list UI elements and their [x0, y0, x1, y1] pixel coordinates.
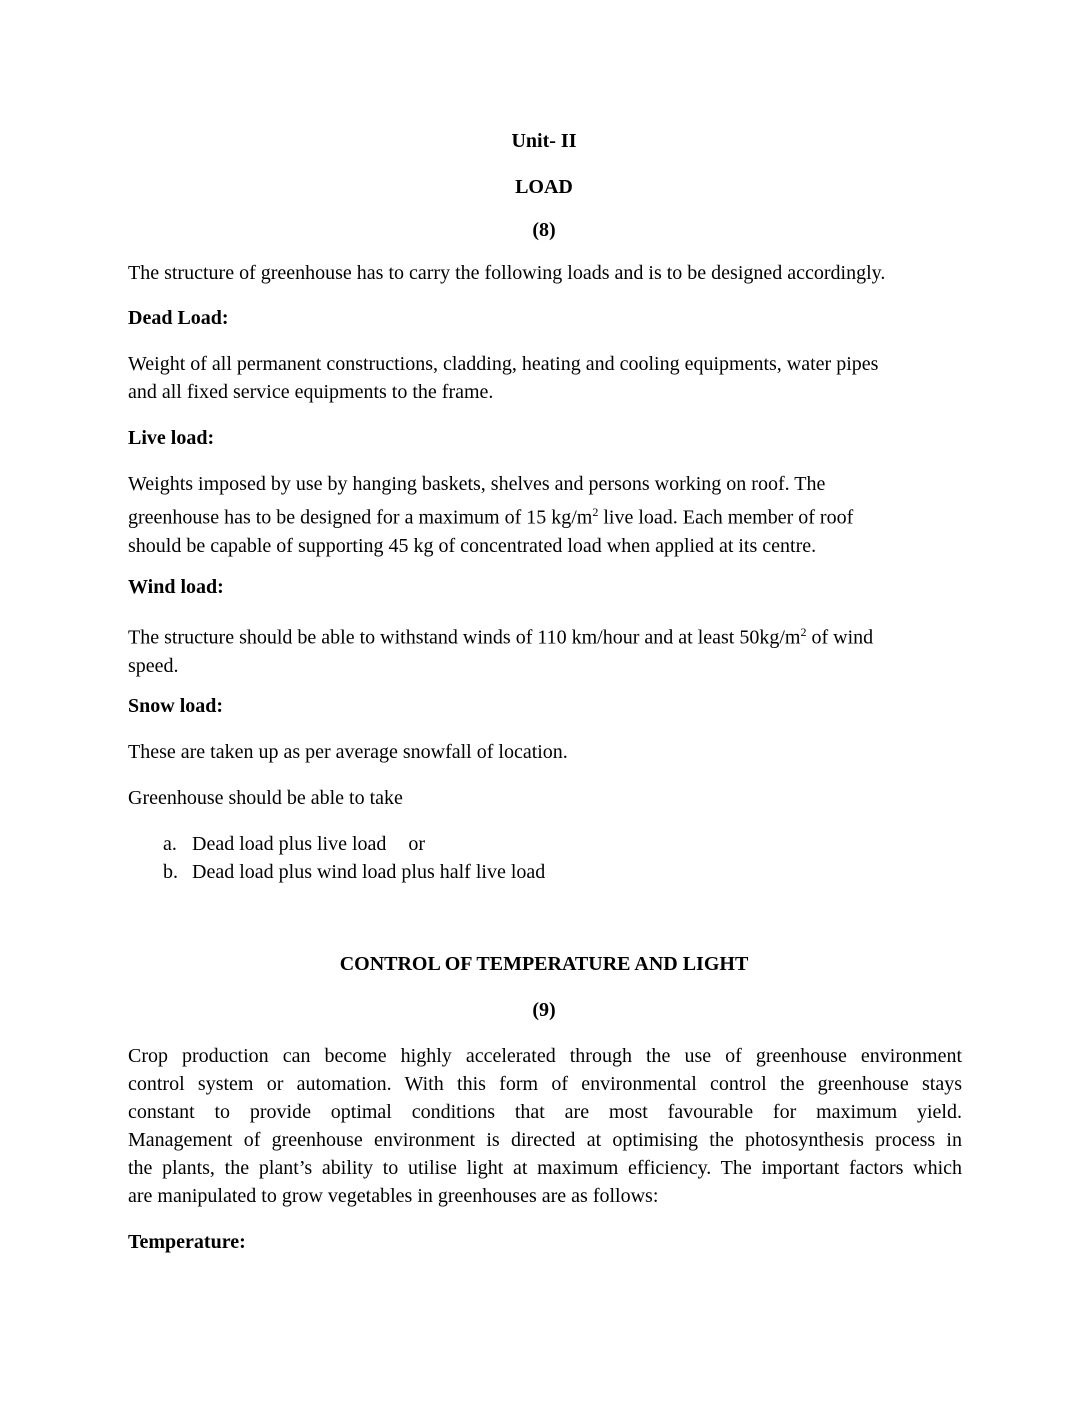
- snow-load-heading: Snow load:: [128, 695, 224, 717]
- greenhouse-take: Greenhouse should be able to take: [128, 787, 403, 809]
- control-title: CONTROL OF TEMPERATURE AND LIGHT: [339, 953, 749, 975]
- text: The structure should be able to withstand winds of 110 km/hour and at least 50kg/m: [128, 626, 801, 649]
- list-marker: a.: [163, 833, 177, 855]
- text-line: Crop production can become highly accelerated through the use of greenhouse environment: [128, 1045, 962, 1067]
- wind-load-heading: Wind load:: [128, 576, 224, 598]
- live-load-paragraph: [128, 470, 962, 560]
- text: Dead load plus live load: [192, 833, 387, 855]
- temperature-heading: Temperature:: [128, 1231, 246, 1253]
- control-number: (9): [532, 999, 556, 1021]
- list-marker: b.: [163, 861, 178, 883]
- superscript: 2: [592, 505, 599, 519]
- list-item: [128, 830, 962, 858]
- text: live load. Each member of roof: [598, 506, 854, 529]
- text-line: and all fixed service equipments to the frame.: [128, 381, 494, 403]
- wind-load-paragraph: [128, 618, 962, 680]
- text-line: constant to provide optimal conditions that are most favourable for maximum yield.: [128, 1101, 962, 1123]
- text-line: [128, 618, 962, 652]
- text-line: Management of greenhouse environment is directed at optimising the photosynthesis process in: [128, 1129, 962, 1151]
- superscript: 2: [800, 625, 807, 639]
- text: greenhouse has to be designed for a maximum of 15 kg/m: [128, 506, 593, 529]
- dead-load-paragraph: [128, 350, 962, 406]
- live-load-heading: Live load:: [128, 427, 215, 449]
- load-options-list: [128, 830, 962, 886]
- list-item: [128, 858, 962, 886]
- text-line: Weight of all permanent constructions, cladding, heating and cooling equipments, water pipes: [128, 353, 879, 375]
- unit-heading: Unit- II: [511, 130, 577, 152]
- text-line: [128, 498, 962, 532]
- text-line: speed.: [128, 654, 179, 677]
- text-line: control system or automation. With this form of environmental control the greenhouse stays: [128, 1073, 962, 1095]
- dead-load-heading: Dead Load:: [128, 307, 229, 329]
- snow-load-paragraph: These are taken up as per average snowfall of location.: [128, 741, 568, 763]
- text: or: [408, 833, 426, 855]
- text: of wind: [806, 626, 874, 649]
- text-line: Weights imposed by use by hanging baskets, shelves and persons working on roof. The: [128, 473, 826, 495]
- text-line: should be capable of supporting 45 kg of concentrated load when applied at its centre.: [128, 534, 817, 557]
- load-title: LOAD: [515, 176, 573, 198]
- control-paragraph: [128, 1042, 962, 1210]
- text: Dead load plus wind load plus half live load: [192, 861, 546, 883]
- load-number: (8): [532, 219, 556, 241]
- text-line: are manipulated to grow vegetables in greenhouses are as follows:: [128, 1185, 659, 1207]
- intro-paragraph: The structure of greenhouse has to carry the following loads and is to be designed accordingly.: [128, 262, 886, 284]
- text-line: the plants, the plant’s ability to utilise light at maximum efficiency. The important factors which: [128, 1157, 962, 1179]
